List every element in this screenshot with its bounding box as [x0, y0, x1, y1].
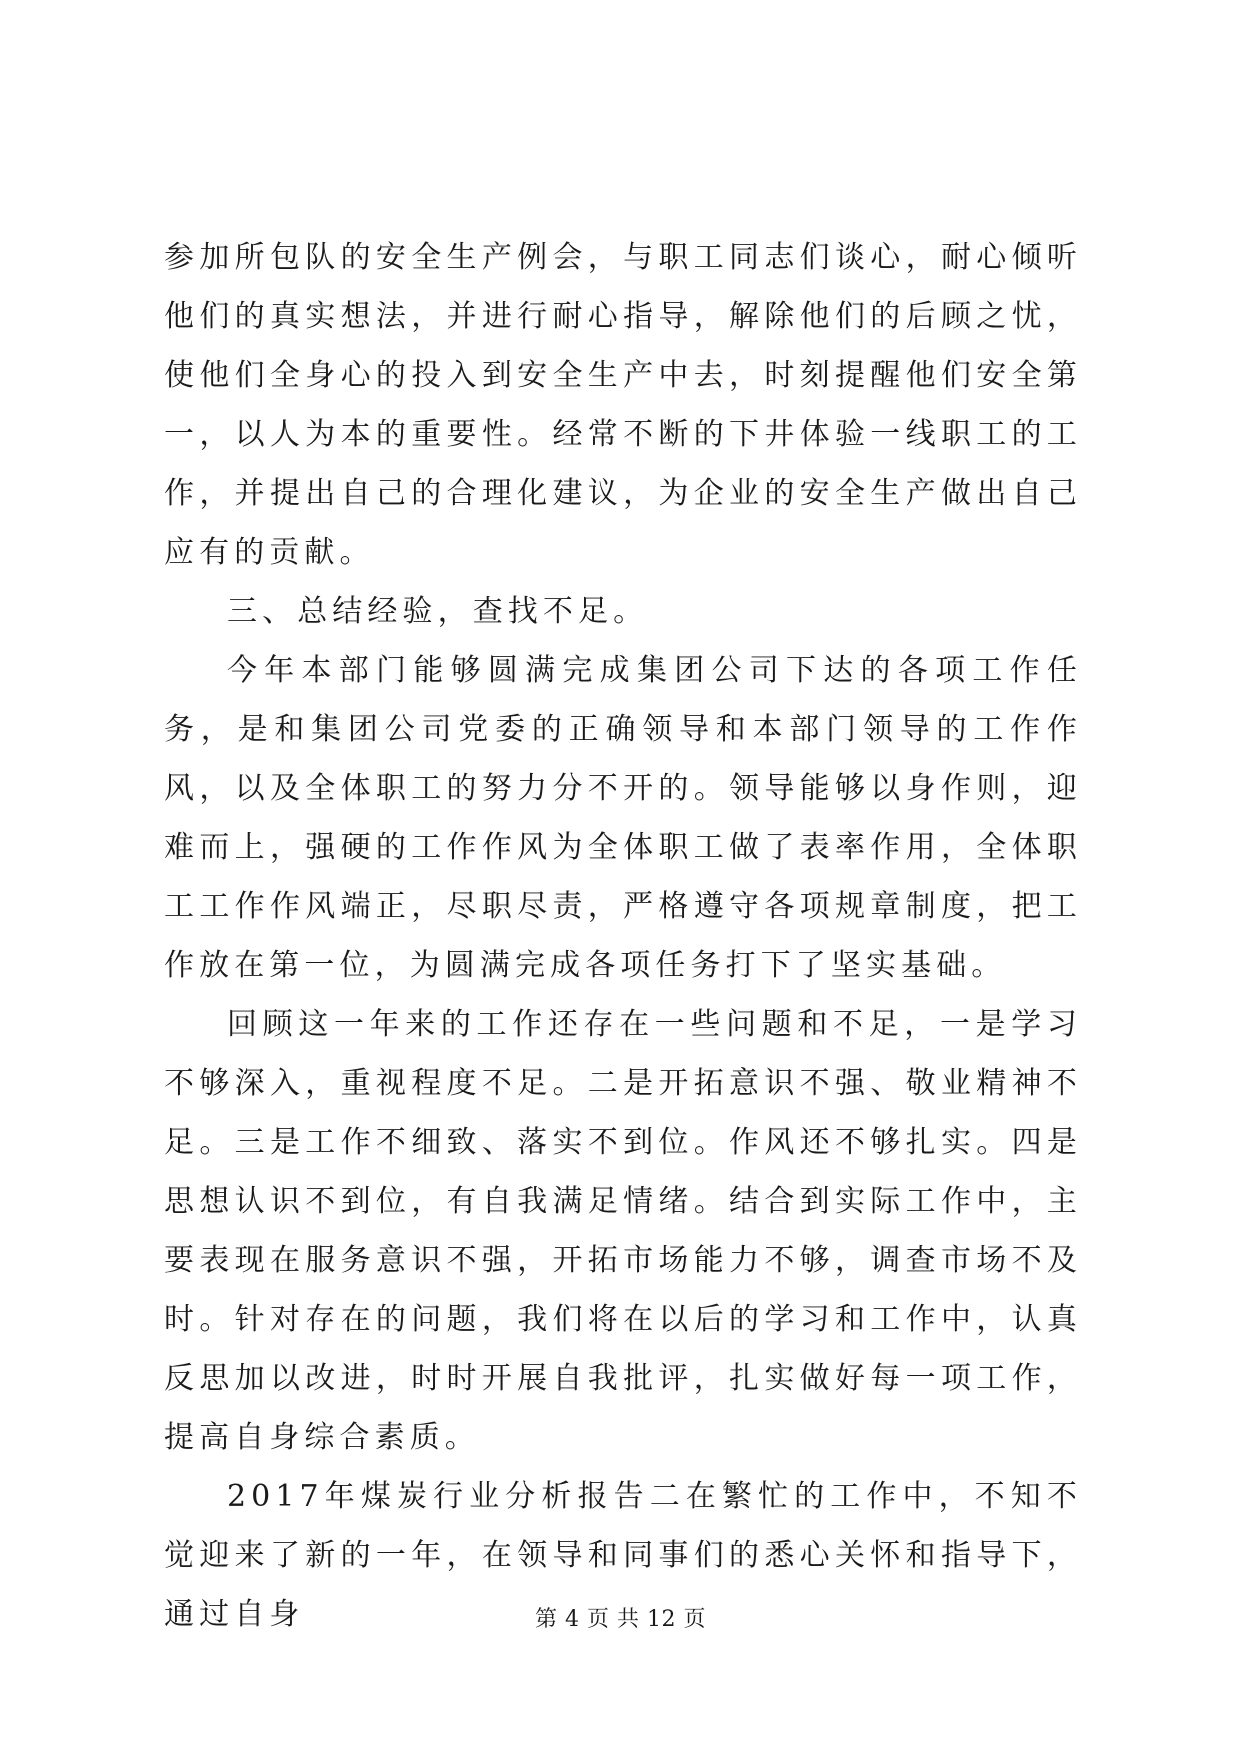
paragraph-continuation: 参加所包队的安全生产例会，与职工同志们谈心，耐心倾听他们的真实想法，并进行耐心指导，解除他们的后顾之忧，使他们全身心的投入到安全生产中去，时刻提醒他们安全第一，以人为本的重要性。经常不断的下井体验一线职工的工作，并提出自己的合理化建议，为企业的安全生产做出自己应有的贡献。: [164, 240, 1082, 570]
paragraph-achievements: 今年本部门能够圆满完成集团公司下达的各项工作任务，是和集团公司党委的正确领导和本部门领导的工作作风，以及全体职工的努力分不开的。领导能够以身作则，迎难而上，强硬的工作作风为全体职工做了表率作用，全体职工工作作风端正，尽职尽责，严格遵守各项规章制度，把工作放在第一位，为圆满完成各项任务打下了坚实基础。: [164, 653, 1082, 983]
section-heading: 三、总结经验，查找不足。: [227, 594, 649, 629]
page-number-footer: 第 4 页 共 12 页: [535, 1607, 706, 1632]
paragraph-shortcomings: 回顾这一年来的工作还存在一些问题和不足，一是学习不够深入，重视程度不足。二是开拓意识不强、敬业精神不足。三是工作不细致、落实不到位。作风还不够扎实。四是思想认识不到位，有自我满足情绪。结合到实际工作中，主要表现在服务意识不强，开拓市场能力不够，调查市场不及时。针对存在的问题，我们将在以后的学习和工作中，认真反思加以改进，时时开展自我批评，扎实做好每一项工作，提高自身综合素质。: [164, 1007, 1082, 1455]
document-body: [164, 228, 1082, 1644]
paragraph-report-two-start: 2017年煤炭行业分析报告二在繁忙的工作中，不知不觉迎来了新的一年，在领导和同事们的悉心关怀和指导下，通过自身: [164, 1479, 1082, 1632]
